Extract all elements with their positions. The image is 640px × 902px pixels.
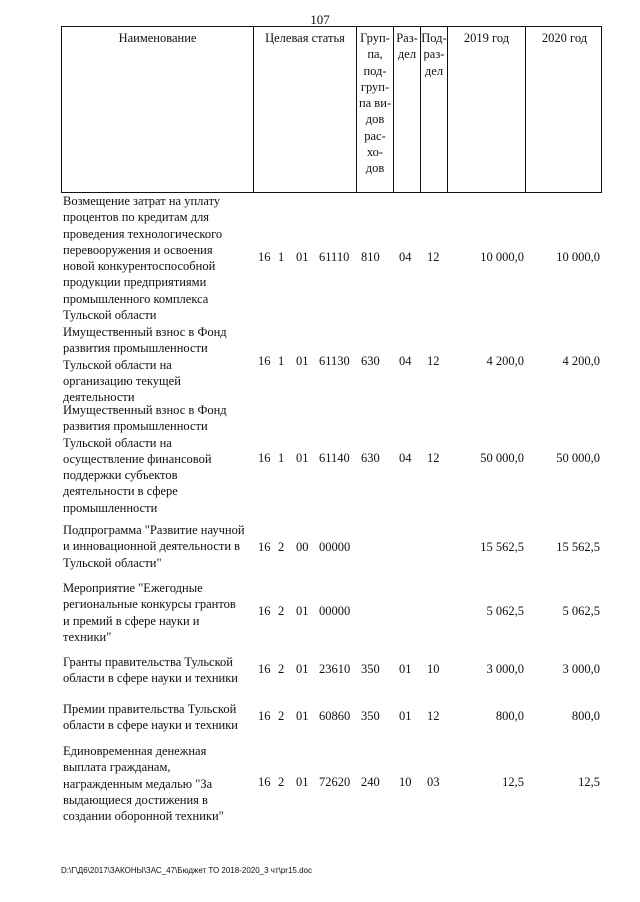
table-row (61, 654, 602, 690)
row-group: 350 (361, 662, 380, 676)
header-2019: 2019 год (448, 27, 526, 192)
row-code-4: 61110 (319, 250, 350, 264)
header-2020: 2020 год (541, 31, 588, 45)
row-code-2: 2 (278, 662, 285, 676)
row-name: Единовременная денежная выплата гражданам, награжденным медалью "За выдающиеся достижения в создании оборонной техники" (63, 744, 224, 824)
row-code-2: 1 (278, 250, 285, 264)
row-group: 630 (361, 451, 380, 465)
row-code-3: 00 (296, 540, 309, 554)
row-2020: 3 000,0 (562, 662, 600, 676)
row-code-4: 60860 (319, 709, 351, 723)
row-code-1: 16 (258, 604, 271, 618)
row-code-2: 1 (278, 354, 285, 368)
row-code-2: 1 (278, 451, 285, 465)
page-number: 107 (310, 12, 330, 27)
row-code-3: 01 (296, 662, 309, 676)
header-target: Целевая статья (254, 27, 357, 192)
row-name: Мероприятие "Ежегодные региональные конкурсы грантов и премий в сфере науки и техники" (63, 581, 236, 644)
table-row (61, 743, 602, 827)
row-2020: 4 200,0 (562, 354, 600, 368)
row-code-1: 16 (258, 451, 271, 465)
row-subsection: 12 (427, 709, 440, 723)
row-name: Гранты правительства Тульской области в сфере науки и техники (63, 655, 238, 686)
row-2020: 5 062,5 (562, 604, 600, 618)
row-2019: 50 000,0 (480, 451, 524, 465)
row-section: 04 (399, 250, 412, 264)
table-row (61, 193, 602, 324)
table-header (61, 26, 602, 193)
row-code-4: 23610 (319, 662, 351, 676)
row-2020: 10 000,0 (556, 250, 600, 264)
row-code-1: 16 (258, 709, 271, 723)
table-row (61, 324, 602, 405)
row-code-1: 16 (258, 250, 271, 264)
row-subsection: 03 (427, 775, 440, 789)
table-row (61, 402, 602, 522)
row-2019: 15 562,5 (480, 540, 524, 554)
header-group: Груп- па, под- груп- па ви- дов рас- хо- дов (357, 27, 394, 192)
row-2020: 50 000,0 (556, 451, 600, 465)
row-name: Подпрограмма "Развитие научной и инновационной деятельности в Тульской области" (63, 523, 245, 570)
row-section: 01 (399, 709, 412, 723)
row-code-4: 61140 (319, 451, 350, 465)
row-code-1: 16 (258, 775, 271, 789)
table-row (61, 580, 602, 646)
row-2019: 10 000,0 (480, 250, 524, 264)
header-section: Раз- дел (394, 27, 421, 192)
row-code-3: 01 (296, 451, 309, 465)
row-code-3: 01 (296, 250, 309, 264)
row-2019: 4 200,0 (486, 354, 524, 368)
row-code-4: 61130 (319, 354, 350, 368)
row-code-2: 2 (278, 775, 285, 789)
row-section: 01 (399, 662, 412, 676)
row-code-1: 16 (258, 540, 271, 554)
row-code-4: 00000 (319, 540, 351, 554)
row-code-3: 01 (296, 354, 309, 368)
row-name: Возмещение затрат на уплату процентов по кредитам для проведения технологического перевооружения и освоения новой конкурентоспособной продукции предприятиями промышленного комплекса Тульской области (63, 194, 223, 323)
row-subsection: 12 (427, 451, 440, 465)
row-2020: 15 562,5 (556, 540, 600, 554)
row-subsection: 12 (427, 354, 440, 368)
row-section: 10 (399, 775, 412, 789)
row-code-2: 2 (278, 604, 285, 618)
row-section: 04 (399, 354, 412, 368)
row-group: 240 (361, 775, 380, 789)
row-group: 810 (361, 250, 380, 264)
row-2019: 5 062,5 (486, 604, 524, 618)
row-name: Премии правительства Тульской области в сфере науки и техники (63, 702, 238, 733)
row-code-2: 2 (278, 540, 285, 554)
row-group: 630 (361, 354, 380, 368)
file-path-footer: D:\Г\Д6\2017\ЗАКОНЫ\ЗАС_47\Бюджет ТО 2018-2020_3 чт\pr15.doc (61, 866, 312, 875)
row-code-3: 01 (296, 709, 309, 723)
row-name: Имущественный взнос в Фонд развития промышленности Тульской области на осуществление финансовой поддержки субъектов деятельности в сфере промышленности (63, 403, 227, 515)
row-2020: 800,0 (571, 709, 600, 723)
row-code-4: 00000 (319, 604, 351, 618)
row-code-1: 16 (258, 662, 271, 676)
row-2019: 3 000,0 (486, 662, 524, 676)
row-name: Имущественный взнос в Фонд развития промышленности Тульской области на организацию текущей деятельности (63, 325, 227, 405)
row-subsection: 12 (427, 250, 440, 264)
row-code-3: 01 (296, 775, 309, 789)
table-row (61, 701, 602, 737)
table-row (61, 522, 602, 578)
row-2020: 12,5 (578, 775, 600, 789)
row-code-4: 72620 (319, 775, 351, 789)
row-group: 350 (361, 709, 380, 723)
row-code-1: 16 (258, 354, 271, 368)
row-code-2: 2 (278, 709, 285, 723)
row-2019: 12,5 (502, 775, 524, 789)
row-section: 04 (399, 451, 412, 465)
row-code-3: 01 (296, 604, 309, 618)
header-subsection: Под- раз- дел (421, 27, 448, 192)
header-name: Наименование (62, 27, 254, 192)
row-2019: 800,0 (495, 709, 524, 723)
row-subsection: 10 (427, 662, 440, 676)
